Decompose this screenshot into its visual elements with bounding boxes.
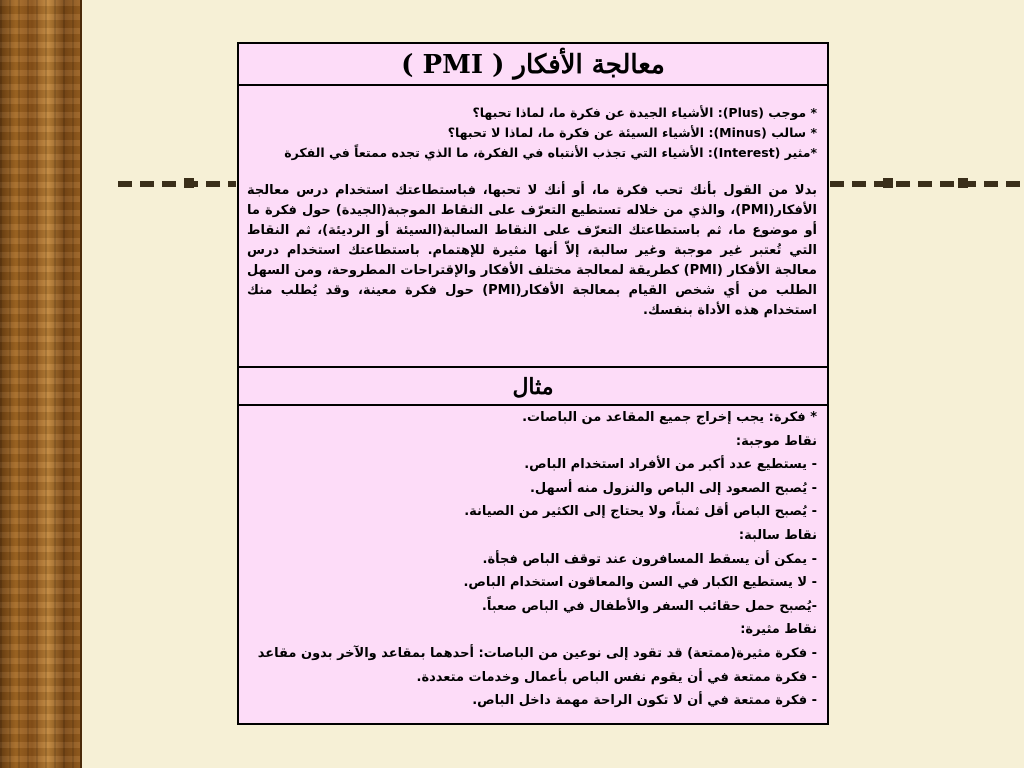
minus-point: - يمكن أن يسقط المسافرون عند توقف الباص فجأة. — [482, 551, 817, 567]
divider-square-left — [184, 178, 194, 188]
definitions-section — [239, 86, 827, 368]
plus-point: - يُصبح الصعود إلى الباص والنزول منه أسهل. — [529, 480, 817, 496]
interest-points-heading: نقاط مثيرة: — [740, 622, 817, 638]
plus-points-heading: نقاط موجبة: — [735, 433, 817, 449]
dashed-divider-left — [118, 181, 236, 187]
interest-point: - فكرة مثيرة(ممتعة) قد تقود إلى نوعين من الباصات: أحدهما بمقاعد والآخر بدون مقاعد — [257, 645, 817, 661]
interest-point: - فكرة ممتعة في أن يقوم نفس الباص بأعمال وخدمات متعددة. — [416, 669, 817, 685]
divider-square-right-2 — [958, 178, 968, 188]
interest-point: - فكرة ممتعة في أن لا تكون الراحة مهمة داخل الباص. — [472, 693, 817, 709]
definition-minus: * سالب (Minus): الأشياء السيئة عن فكرة ما، لماذا لا تحبها؟ — [447, 125, 817, 140]
intro-paragraph: بدلا من القول بأنك تحب فكرة ما، أو أنك لا تحبها، فباستطاعتك استخدام درس معالجة الأفكار(PMI)، والذي من خلاله تستطيع التعرّف على النقاط الموجبة(الجيدة) حول فكرة ما أو موضوع ما، ثم باستطاعتك التعرّف على النقاط السالبة(السيئة أو الرديئة)، ثم النقاط التي تُعتبر غير موجبة وغير سالبة، إلاّ أنها مثيرة للإهتمام. باستطاعتك استخدام درس معالجة الأفكار (PMI) كطريقة لمعالجة مختلف الأفكار والإقتراحات المطروحة، ومن السهل الطلب من أي شخص القيام بمعالجة الأفكار(PMI) حول فكرة معينة، وقد يُطلب منك استخدام هذه الأداة بنفسك. — [247, 183, 817, 318]
dashed-divider-right — [830, 181, 1020, 187]
example-section — [239, 406, 827, 713]
slide-title: معالجة الأفكار ( PMI ) — [239, 44, 827, 86]
example-idea: * فكرة: يجب إخراج جميع المقاعد من الباصات. — [522, 410, 817, 425]
content-panel — [237, 42, 829, 725]
divider-square-right-1 — [883, 178, 893, 188]
wood-border-decoration — [0, 0, 82, 768]
definition-interest: *مثير (Interest): الأشياء التي تجذب الأنتباه في الفكرة، ما الذي تجده ممتعاً في الفكرة — [284, 145, 817, 160]
plus-point: - يستطيع عدد أكبر من الأفراد استخدام الباص. — [524, 457, 817, 473]
minus-point: - لا يستطيع الكبار في السن والمعاقون استخدام الباص. — [463, 575, 817, 591]
example-heading: مثال — [239, 368, 827, 406]
minus-point: -يُصبح حمل حقائب السفر والأطفال في الباص صعباً. — [481, 598, 817, 614]
minus-points-heading: نقاط سالبة: — [738, 527, 817, 543]
definition-plus: * موجب (Plus): الأشياء الجيدة عن فكرة ما، لماذا تحبها؟ — [472, 105, 817, 120]
plus-point: - يُصبح الباص أقل ثمناً، ولا يحتاج إلى الكثير من الصيانة. — [464, 504, 817, 520]
